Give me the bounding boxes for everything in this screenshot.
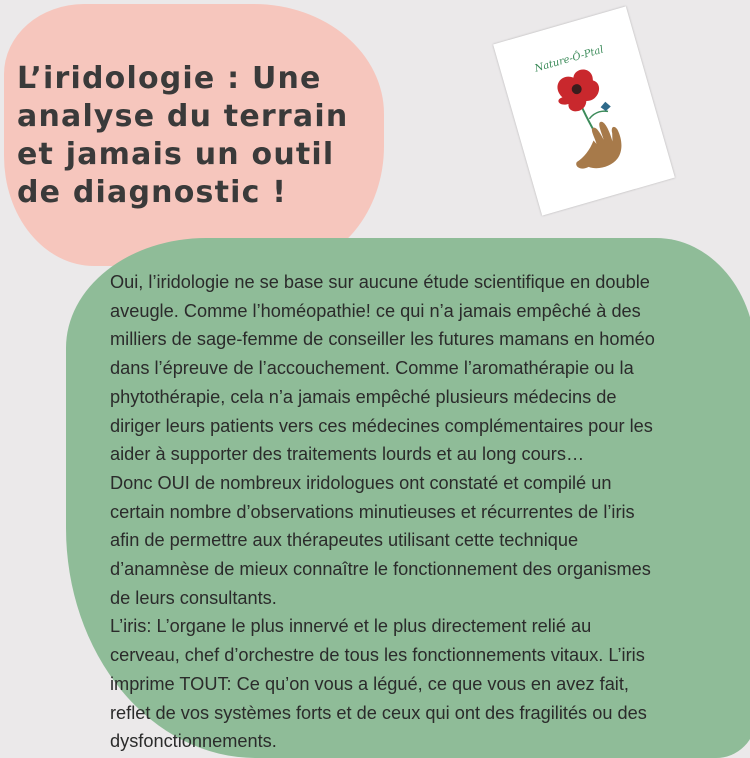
body-line: milliers de sage-femme de conseiller les futures mamans en homéo [110, 329, 655, 350]
body-line: aider à supporter des traitements lourds et au long cours… [110, 444, 585, 465]
hand-holding-poppy-icon [493, 6, 675, 215]
body-line: dysfonctionnements. [110, 731, 277, 752]
title-line: analyse du terrain [17, 99, 349, 134]
body-paragraph [110, 268, 742, 756]
body-line: phytothérapie, cela n’a jamais empêché plusieurs médecins de [110, 386, 617, 407]
title-line: et jamais un outil [17, 137, 335, 172]
body-line: certain nombre d’observations minutieuses et récurrentes de l’iris [110, 501, 635, 522]
body-line: reflet de vos systèmes forts et de ceux qui ont des fragilités ou des [110, 702, 647, 723]
body-line: L’iris: L’organe le plus innervé et le plus directement relié au [110, 616, 592, 637]
title-line: L’iridologie : Une [17, 61, 322, 96]
body-line: de leurs consultants. [110, 587, 277, 608]
logo-card [493, 6, 675, 215]
body-line: afin de permettre aux thérapeutes utilisant cette technique [110, 530, 579, 551]
body-line: Donc OUI de nombreux iridologues ont constaté et compilé un [110, 472, 612, 493]
body-line: d’anamnèse de mieux connaître le fonctionnement des organismes [110, 559, 651, 580]
title-line: de diagnostic ! [17, 175, 288, 210]
body-line: Oui, l’iridologie ne se base sur aucune étude scientifique en double [110, 272, 650, 292]
body-line: aveugle. Comme l’homéopathie! ce qui n’a jamais empêché à des [110, 300, 641, 321]
body-line: dans l’épreuve de l’accouchement. Comme l’aromathérapie ou la [110, 358, 634, 379]
body-line: cerveau, chef d’orchestre de tous les fonctionnements vitaux. L’iris [110, 645, 645, 666]
logo-text: Nature-Ô-Ptal [533, 44, 605, 75]
body-line: diriger leurs patients vers ces médecines complémentaires pour les [110, 415, 653, 436]
page-title [17, 60, 387, 212]
body-line: imprime TOUT: Ce qu’on vous a légué, ce que vous en avez fait, [110, 673, 629, 694]
